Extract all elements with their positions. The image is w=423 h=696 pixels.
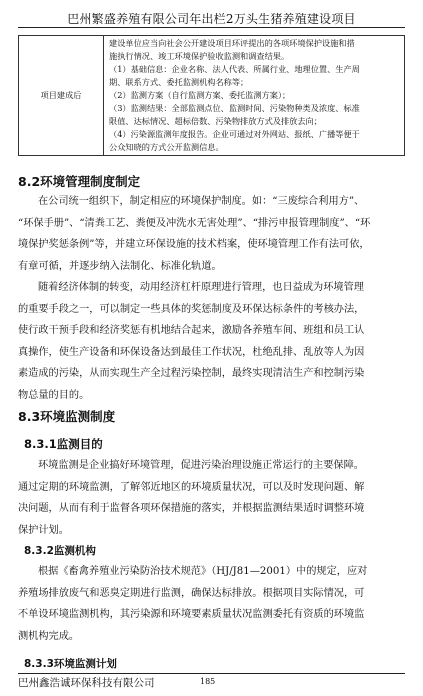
table-line: 限值、达标情况、超标倍数、污染物排放方式及排放去向； [109,116,322,126]
text-line: 真操作，使生产设备和环保设备达到最佳工作状况，杜绝乱排、乱放等人为因 [18,346,365,358]
text-line: 不单设环境监测机构，其污染源和环境要素质量状况监测委托有资质的环境监 [18,609,365,621]
page-number: 185 [200,677,216,686]
table-label-cell: 项目建成后 [19,36,104,156]
header-title: 巴州繁盛养殖有限公司年出栏2万头生猪养殖建设项目 [67,12,356,26]
text-line: “环保手册”、“清粪工艺、粪便及冲洗水无害处理”、“排污申报管理制度”、“环 [18,217,371,229]
text-line: 使行政干预手段和经济奖惩有机地结合起来，激励各养殖车间、班组和员工认 [18,325,365,337]
text-line: 在公司统一组织下，制定相应的环境保护制度。如：“三废综合利用方”、 [38,196,365,207]
text-line: 随着经济体制的转变，动用经济杠杆原理进行管理，也日益成为环境管理 [38,282,364,293]
text-line: 素造成的污染，从而实现生产全过程污染控制，最终实现清洁生产和控制污染 [18,368,365,380]
table-line: （3）监测结果：全部监测点位、监测时间、污染物种类及浓度、标准 [109,103,360,113]
paragraph-8-3-1 [18,455,405,541]
text-line: 的重要手段之一，可以制定一些具体的奖惩制度及环保达标条件的考核办法， [18,303,365,315]
text-line: 物总量的目的。 [18,389,90,401]
text-line: 环境监测是企业搞好环境管理，促进污染治理设施正常运行的主要保障。 [38,460,364,471]
table-line: （2）监测方案（自行监测方案、委托监测方案）； [109,90,291,100]
footer-rule [18,673,405,674]
paragraph-8-3-2 [18,561,405,647]
table-content-cell [104,36,405,156]
table-line: 公众知晓的方式公开监测信息。 [109,142,224,152]
table-line: 施执行情况、竣工环境保护验收监测和调查结果。 [109,51,290,61]
text-line: 通过定期的环境监测，了解邻近地区的环境质量状况，可以及时发现问题、解 [18,481,365,493]
text-line: 有章可循，并逐步纳入法制化、标准化轨道。 [18,260,222,272]
text-line: 境保护奖惩条例”等，并建立环保设施的技术档案，使环境管理工作有法可依， [18,239,370,251]
section-heading-8-3: 8.3环境监测制度 [18,409,116,424]
table-line: 建设单位应当向社会公开建设项目环评提出的各项环境保护设施和措 [109,38,355,48]
subsection-heading-8-3-3: 8.3.3环境监测计划 [24,658,117,670]
subsection-heading-8-3-2: 8.3.2监测机构 [24,545,96,557]
text-line: 保护计划。 [18,524,69,536]
table-row [19,36,405,156]
table-line: （1）基础信息：企业名称、法人代表、所属行业、地理位置、生产周 [109,64,360,74]
paragraph-8-2-1 [18,191,405,277]
subsection-heading-8-3-1: 8.3.1监测目的 [24,437,103,451]
footer-company: 巴州鑫浩诚环保科技有限公司 [18,677,155,689]
text-line: 测机构完成。 [18,630,80,642]
text-line: 根据《畜禽养殖业污染防治技术规范》（HJ/J81—2001）中的规定，应对 [38,566,368,577]
text-line: 养殖场排放废气和恶臭定期进行监测，确保达标排放。根据项目实际情况，可 [18,587,365,599]
table-line: 期、联系方式、委托监测机构名称等； [109,77,249,87]
table-line: （4）污染源监测年度报告。企业可通过对外网站、报纸、广播等便于 [109,129,360,139]
paragraph-8-2-2 [18,277,405,407]
section-heading-8-2: 8.2环境管理制度制定 [18,174,141,189]
info-table [18,35,405,156]
text-line: 决问题，从而有利于监督各项环保措施的落实，并根据监测结果适时调整环境 [18,503,365,515]
header-rule [18,27,405,28]
